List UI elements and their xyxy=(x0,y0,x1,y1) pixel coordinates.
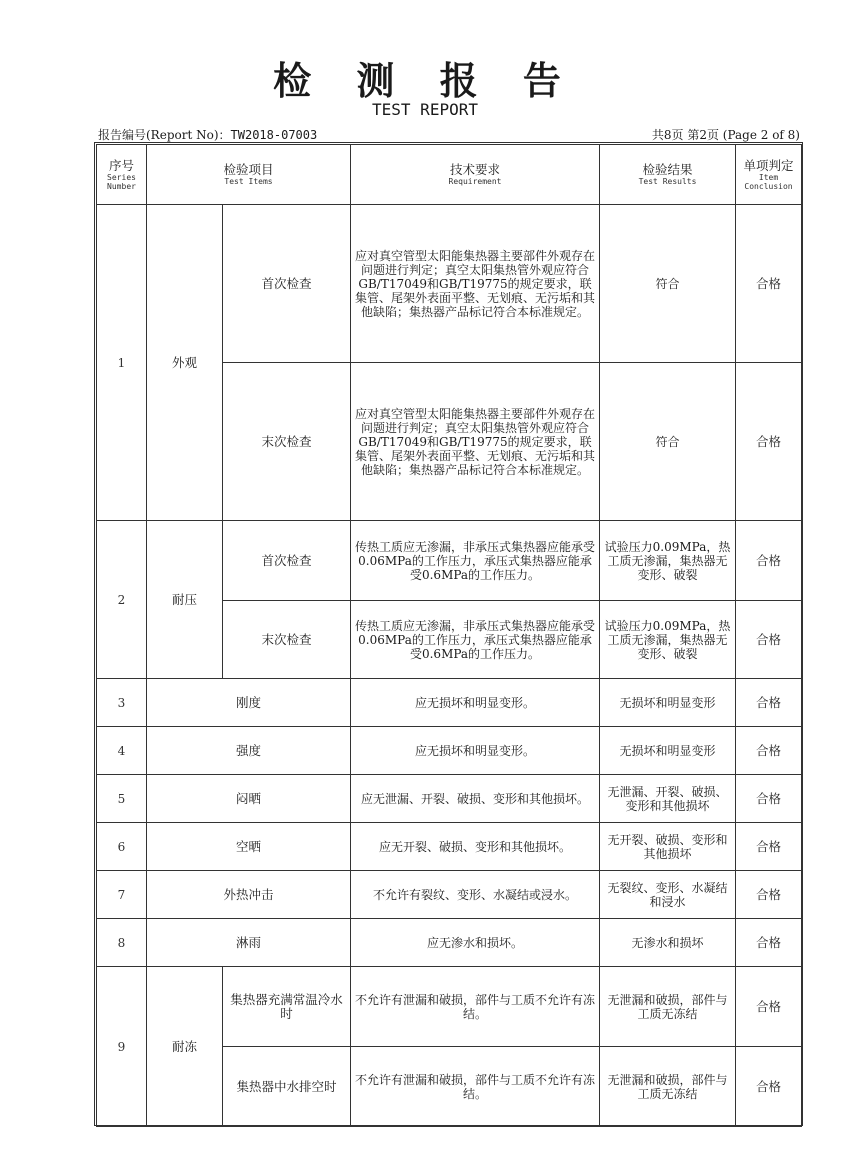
row-item: 耐压 xyxy=(147,521,223,679)
row-result: 无损坏和明显变形 xyxy=(600,727,736,775)
table-row xyxy=(97,775,802,823)
table-header-row xyxy=(97,145,802,205)
col-header-number: 序号 Series Number xyxy=(97,145,147,205)
row-conclusion: 合格 xyxy=(736,679,802,727)
results-table xyxy=(96,144,802,1127)
row-item: 外热冲击 xyxy=(147,871,351,919)
row-conclusion: 合格 xyxy=(736,521,802,601)
row-number: 9 xyxy=(97,967,147,1127)
row-conclusion: 合格 xyxy=(736,823,802,871)
row-requirement: 应对真空管型太阳能集热器主要部件外观存在问题进行判定；真空太阳集热管外观应符合GB/T17049和GB/T19775的规定要求，联集管、尾架外表面平整、无划痕、无污垢和其他缺陷；集热器产品标记符合本标准规定。 xyxy=(351,363,600,521)
row-number: 3 xyxy=(97,679,147,727)
row-requirement: 应对真空管型太阳能集热器主要部件外观存在问题进行判定；真空太阳集热管外观应符合GB/T17049和GB/T19775的规定要求，联集管、尾架外表面平整、无划痕、无污垢和其他缺陷；集热器产品标记符合本标准规定。 xyxy=(351,205,600,363)
col-header-result: 检验结果 Test Results xyxy=(600,145,736,205)
row-number: 7 xyxy=(97,871,147,919)
row-subitem: 首次检查 xyxy=(223,521,351,601)
row-item: 刚度 xyxy=(147,679,351,727)
row-number: 1 xyxy=(97,205,147,521)
row-result: 符合 xyxy=(600,205,736,363)
table-row xyxy=(97,919,802,967)
report-number xyxy=(98,126,317,143)
row-number: 6 xyxy=(97,823,147,871)
row-item: 强度 xyxy=(147,727,351,775)
row-item: 外观 xyxy=(147,205,223,521)
row-number: 5 xyxy=(97,775,147,823)
row-number: 8 xyxy=(97,919,147,967)
row-requirement: 不允许有泄漏和破损，部件与工质不允许有冻结。 xyxy=(351,967,600,1047)
row-result: 无泄漏和破损，部件与工质无冻结 xyxy=(600,967,736,1047)
row-item: 空晒 xyxy=(147,823,351,871)
report-title: 检 测 报 告 xyxy=(273,58,577,103)
row-item: 淋雨 xyxy=(147,919,351,967)
row-conclusion: 合格 xyxy=(736,871,802,919)
row-subitem: 集热器中水排空时 xyxy=(223,1047,351,1127)
row-subitem: 集热器充满常温冷水时 xyxy=(223,967,351,1047)
row-item: 闷晒 xyxy=(147,775,351,823)
row-result: 试验压力0.09MPa，热工质无渗漏，集热器无变形、破裂 xyxy=(600,601,736,679)
row-requirement: 应无泄漏、开裂、破损、变形和其他损坏。 xyxy=(351,775,600,823)
row-requirement: 传热工质应无渗漏，非承压式集热器应能承受0.06MPa的工作压力，承压式集热器应能承受0.6MPa的工作压力。 xyxy=(351,521,600,601)
table-row xyxy=(97,521,802,601)
table-row xyxy=(97,727,802,775)
row-requirement: 传热工质应无渗漏，非承压式集热器应能承受0.06MPa的工作压力，承压式集热器应能承受0.6MPa的工作压力。 xyxy=(351,601,600,679)
row-subitem: 首次检查 xyxy=(223,205,351,363)
col-header-item: 检验项目 Test Items xyxy=(147,145,351,205)
row-conclusion: 合格 xyxy=(736,727,802,775)
table-row xyxy=(97,679,802,727)
row-requirement: 应无损坏和明显变形。 xyxy=(351,679,600,727)
row-requirement: 应无开裂、破损、变形和其他损坏。 xyxy=(351,823,600,871)
row-result: 无损坏和明显变形 xyxy=(600,679,736,727)
table-row xyxy=(97,871,802,919)
row-result: 无裂纹、变形、水凝结和浸水 xyxy=(600,871,736,919)
row-result: 试验压力0.09MPa，热工质无渗漏，集热器无变形、破裂 xyxy=(600,521,736,601)
report-subtitle: TEST REPORT xyxy=(372,100,478,119)
row-item: 耐冻 xyxy=(147,967,223,1127)
row-result: 无开裂、破损、变形和其他损坏 xyxy=(600,823,736,871)
report-number-value: TW2018-07003 xyxy=(230,128,318,142)
row-conclusion: 合格 xyxy=(736,363,802,521)
row-number: 2 xyxy=(97,521,147,679)
col-header-conclusion: 单项判定 Item Conclusion xyxy=(736,145,802,205)
row-result: 符合 xyxy=(600,363,736,521)
row-conclusion: 合格 xyxy=(736,775,802,823)
page-info: 共8页 第2页 (Page 2 of 8) xyxy=(651,128,800,142)
table-row xyxy=(97,967,802,1047)
row-number: 4 xyxy=(97,727,147,775)
row-result: 无泄漏和破损，部件与工质无冻结 xyxy=(600,1047,736,1127)
row-subitem: 末次检查 xyxy=(223,601,351,679)
row-requirement: 不允许有泄漏和破损，部件与工质不允许有冻结。 xyxy=(351,1047,600,1127)
row-conclusion: 合格 xyxy=(736,205,802,363)
table-row xyxy=(97,205,802,363)
row-requirement: 应无损坏和明显变形。 xyxy=(351,727,600,775)
col-header-requirement: 技术要求 Requirement xyxy=(351,145,600,205)
report-number-label: 报告编号(Report No)： xyxy=(98,128,231,142)
row-conclusion: 合格 xyxy=(736,919,802,967)
row-subitem: 末次检查 xyxy=(223,363,351,521)
row-requirement: 应无渗水和损坏。 xyxy=(351,919,600,967)
table-row xyxy=(97,823,802,871)
row-requirement: 不允许有裂纹、变形、水凝结或浸水。 xyxy=(351,871,600,919)
row-conclusion: 合格 xyxy=(736,1047,802,1127)
row-conclusion: 合格 xyxy=(736,967,802,1047)
row-result: 无泄漏、开裂、破损、变形和其他损坏 xyxy=(600,775,736,823)
row-result: 无渗水和损坏 xyxy=(600,919,736,967)
row-conclusion: 合格 xyxy=(736,601,802,679)
